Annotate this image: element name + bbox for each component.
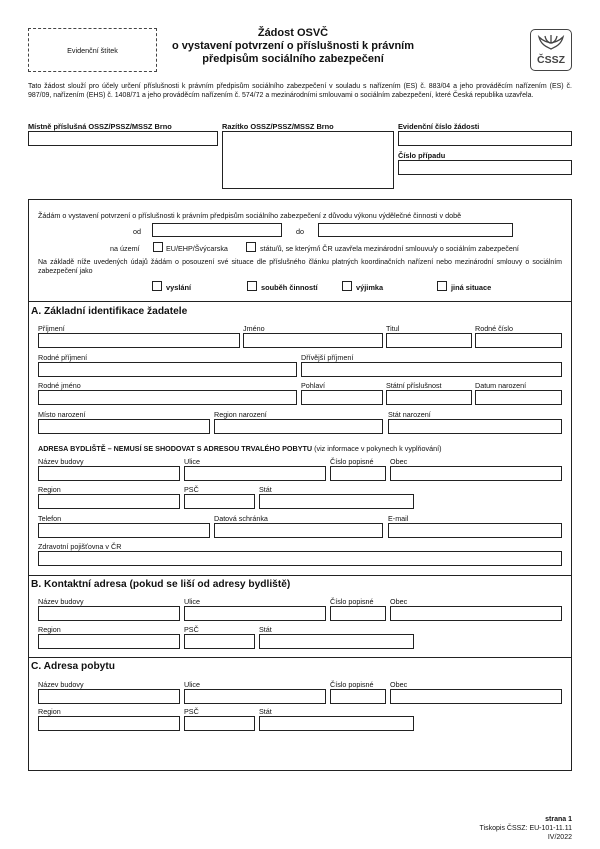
- period-to-input[interactable]: [318, 223, 513, 237]
- phone-input[interactable]: [38, 523, 210, 538]
- a-street-label: Ulice: [184, 457, 200, 466]
- section-a-divider: [28, 301, 572, 302]
- birth-place-label: Místo narození: [38, 410, 86, 419]
- evidence-sticker-label: Evidenční štítek: [67, 46, 118, 55]
- territory-label: na území: [110, 244, 140, 253]
- firstname-input[interactable]: [243, 333, 383, 348]
- evidence-number-field[interactable]: [398, 131, 572, 146]
- evidence-number-label: Evidenční číslo žádosti: [398, 122, 480, 131]
- stamp-area: [222, 131, 394, 189]
- c-zip-input[interactable]: [184, 716, 255, 731]
- c-building-label: Název budovy: [38, 680, 84, 689]
- phone-label: Telefon: [38, 514, 62, 523]
- c-state-input[interactable]: [259, 716, 414, 731]
- sex-input[interactable]: [301, 390, 383, 405]
- birth-name-input[interactable]: [38, 390, 297, 405]
- surname-input[interactable]: [38, 333, 240, 348]
- title-line-2: o vystavení potvrzení o příslušnosti k právním: [171, 40, 415, 52]
- c-municipality-label: Obec: [390, 680, 408, 689]
- c-street-label: Ulice: [184, 680, 200, 689]
- birth-place-input[interactable]: [38, 419, 210, 434]
- birth-region-input[interactable]: [214, 419, 383, 434]
- cssz-logo: [530, 29, 572, 71]
- former-surnames-label: Dřívější příjmení: [301, 353, 354, 362]
- email-label: E-mail: [388, 514, 409, 523]
- birth-surname-label: Rodné příjmení: [38, 353, 88, 362]
- period-from-input[interactable]: [152, 223, 282, 237]
- page-number: strana 1: [545, 816, 572, 823]
- c-building-input[interactable]: [38, 689, 180, 704]
- footer: [480, 815, 572, 842]
- b-municipality-input[interactable]: [390, 606, 562, 621]
- birth-region-label: Region narození: [214, 410, 267, 419]
- b-zip-label: PSČ: [184, 625, 199, 634]
- email-input[interactable]: [388, 523, 562, 538]
- databox-input[interactable]: [214, 523, 383, 538]
- title-line-3: předpisům sociálního zabezpečení: [202, 53, 384, 65]
- from-label: od: [133, 227, 141, 236]
- a-house-number-label: Číslo popisné: [330, 457, 374, 466]
- option-concurrent-label: souběh činností: [261, 283, 318, 292]
- section-b-title: B. Kontaktní adresa (pokud se liší od adresy bydliště): [31, 579, 291, 590]
- b-state-input[interactable]: [259, 634, 414, 649]
- b-building-input[interactable]: [38, 606, 180, 621]
- request-text: Žádám o vystavení potvrzení o příslušnosti k právním předpisům sociálního zabezpečení z důvodu výkonu výdělečné činnosti v době: [38, 211, 462, 220]
- section-c-title: C. Adresa pobytu: [31, 661, 115, 672]
- b-street-input[interactable]: [184, 606, 326, 621]
- a-state-label: Stát: [259, 485, 272, 494]
- citizenship-input[interactable]: [386, 390, 472, 405]
- b-building-label: Název budovy: [38, 597, 84, 606]
- intro-text: Tato žádost slouží pro účely určení příslušnosti k právním předpisům sociálního zabezpečení v souladu s nařízením (ES) č. 883/04 a jeho prováděcím nařízením (ES) č. 987/09, nařízením (EHS) č. 1408/71 a jeho prováděcím nařízením č. 574/72 a mezinárodními smlouvami o sociálním zabezpečení, které Česká republika uzavřela.: [28, 83, 572, 99]
- a-municipality-input[interactable]: [390, 466, 562, 481]
- a-house-number-input[interactable]: [330, 466, 386, 481]
- option-secondment-label: vyslání: [166, 283, 192, 292]
- a-region-input[interactable]: [38, 494, 180, 509]
- c-house-number-label: Číslo popisné: [330, 680, 374, 689]
- evidence-sticker-box: [28, 28, 157, 72]
- a-street-input[interactable]: [184, 466, 326, 481]
- b-municipality-label: Obec: [390, 597, 408, 606]
- birth-number-label: Rodné číslo: [475, 324, 513, 333]
- c-street-input[interactable]: [184, 689, 326, 704]
- c-region-input[interactable]: [38, 716, 180, 731]
- option-secondment-checkbox[interactable]: [152, 281, 162, 291]
- a-region-label: Region: [38, 485, 61, 494]
- b-region-label: Region: [38, 625, 61, 634]
- birth-date-label: Datum narození: [475, 381, 527, 390]
- case-number-label: Číslo případu: [398, 151, 446, 160]
- to-label: do: [296, 227, 304, 236]
- a-building-label: Název budovy: [38, 457, 84, 466]
- tulip-logo-icon: [531, 33, 571, 55]
- c-region-label: Region: [38, 707, 61, 716]
- birth-date-input[interactable]: [475, 390, 562, 405]
- c-state-label: Stát: [259, 707, 272, 716]
- b-street-label: Ulice: [184, 597, 200, 606]
- option-concurrent-checkbox[interactable]: [247, 281, 257, 291]
- surname-label: Příjmení: [38, 324, 65, 333]
- a-building-input[interactable]: [38, 466, 180, 481]
- c-municipality-input[interactable]: [390, 689, 562, 704]
- b-house-number-input[interactable]: [330, 606, 386, 621]
- title-line-1: Žádost OSVČ: [257, 27, 329, 39]
- option-exception-checkbox[interactable]: [342, 281, 352, 291]
- b-zip-input[interactable]: [184, 634, 255, 649]
- page-title: [157, 27, 429, 66]
- citizenship-label: Státní příslušnost: [386, 381, 442, 390]
- c-house-number-input[interactable]: [330, 689, 386, 704]
- address-heading-bold: ADRESA BYDLIŠTĚ – NEMUSÍ SE SHODOVAT S ADRESOU TRVALÉHO POBYTU: [38, 444, 313, 453]
- databox-label: Datová schránka: [214, 514, 268, 523]
- c-zip-label: PSČ: [184, 707, 199, 716]
- case-number-field[interactable]: [398, 160, 572, 175]
- degree-input[interactable]: [386, 333, 472, 348]
- a-zip-input[interactable]: [184, 494, 255, 509]
- assess-text: Na základě níže uvedených údajů žádám o posouzení své situace dle příslušného článku platných koordinačních nařízení nebo mezinárodní smlouvy o sociálním zabezpečení jako: [38, 259, 562, 275]
- birth-name-label: Rodné jméno: [38, 381, 81, 390]
- b-state-label: Stát: [259, 625, 272, 634]
- local-office-field[interactable]: [28, 131, 218, 146]
- treaty-label: státu/ů, se kterým/i ČR uzavřela mezinárodní smlouvu/y o sociálním zabezpečení: [260, 244, 519, 253]
- degree-label: Titul: [386, 324, 400, 333]
- option-other-checkbox[interactable]: [437, 281, 447, 291]
- address-heading-note: (viz informace v pokynech k vyplňování): [312, 444, 442, 453]
- b-region-input[interactable]: [38, 634, 180, 649]
- option-other-label: jiná situace: [451, 283, 492, 292]
- form-code: Tiskopis ČSSZ: EU-101-11.11: [479, 825, 572, 832]
- former-surnames-input[interactable]: [301, 362, 562, 377]
- logo-text: ČSSZ: [536, 54, 565, 66]
- a-zip-label: PSČ: [184, 485, 199, 494]
- eu-label: EU/EHP/Švýcarska: [166, 244, 228, 253]
- firstname-label: Jméno: [243, 324, 265, 333]
- birth-number-input[interactable]: [475, 333, 562, 348]
- birth-country-label: Stát narození: [388, 410, 431, 419]
- a-municipality-label: Obec: [390, 457, 408, 466]
- sex-label: Pohlaví: [301, 381, 325, 390]
- stamp-label: Razítko OSSZ/PSSZ/MSSZ Brno: [222, 122, 334, 131]
- insurer-label: Zdravotní pojišťovna v ČR: [38, 542, 122, 551]
- form-version: IV/2022: [547, 834, 572, 841]
- a-state-input[interactable]: [259, 494, 414, 509]
- treaty-checkbox[interactable]: [246, 242, 256, 252]
- b-house-number-label: Číslo popisné: [330, 597, 374, 606]
- eu-checkbox[interactable]: [153, 242, 163, 252]
- birth-surname-input[interactable]: [38, 362, 297, 377]
- section-c-divider: [28, 657, 572, 658]
- section-b-divider: [28, 575, 572, 576]
- section-a-title: A. Základní identifikace žadatele: [31, 306, 188, 317]
- birth-country-input[interactable]: [388, 419, 562, 434]
- option-exception-label: výjimka: [356, 283, 384, 292]
- insurer-input[interactable]: [38, 551, 562, 566]
- local-office-label: Místně příslušná OSSZ/PSSZ/MSSZ Brno: [28, 122, 172, 131]
- address-heading: [38, 444, 442, 453]
